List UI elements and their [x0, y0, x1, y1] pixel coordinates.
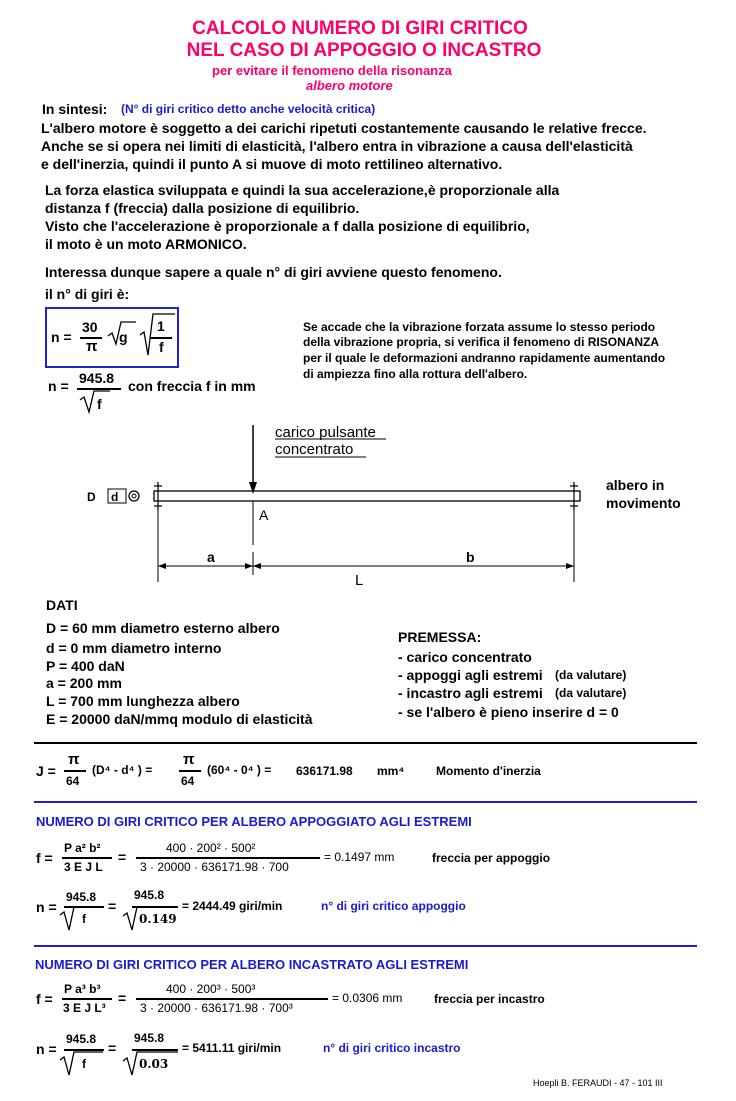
dim-L-label: L	[355, 572, 364, 589]
support-eq: =	[118, 849, 127, 865]
dim-a-label: a	[207, 549, 215, 565]
fixed-nnum2: 945.8	[134, 1031, 165, 1045]
support-num1: P a² b²	[64, 841, 101, 855]
fixed-nden2: 0.03	[139, 1057, 169, 1071]
formula1-den: π	[86, 338, 98, 355]
premessa-title: PREMESSA:	[398, 629, 482, 645]
support-neq: =	[108, 898, 117, 914]
support-bar2	[136, 857, 320, 859]
inertia-den-1: 64	[66, 774, 80, 788]
support-den2: 3 · 20000 · 636171.98 · 700	[140, 860, 289, 874]
premessa-l3: - incastro agli estremi	[398, 685, 543, 701]
premessa-l2-note: (da valutare)	[555, 668, 627, 682]
premessa-l2: - appoggi agli estremi	[398, 667, 543, 683]
support-n: n =	[36, 899, 57, 915]
fixed-eq: =	[118, 990, 127, 1006]
resonance-l3: per il quale le deformazioni andranno rapidamente aumentando	[303, 351, 666, 365]
formula2-n: n =	[48, 378, 69, 394]
load-label-2: concentrato	[275, 441, 354, 458]
footer: Hoepli B. FERAUDI - 47 - 101 III	[533, 1078, 663, 1088]
inertia-bar-2	[179, 770, 201, 772]
premessa-l1: - carico concentrato	[398, 649, 532, 665]
fixed-nbar2	[132, 1049, 178, 1051]
intro-p9: il n° di giri è:	[45, 286, 130, 302]
resonance-l1: Se accade che la vibrazione forzata assume lo stesso periodo	[303, 320, 656, 334]
fixed-label: freccia per incastro	[434, 992, 545, 1006]
divider-blue-2	[34, 945, 697, 947]
formula1-g: g	[119, 329, 128, 345]
formula1-n: n =	[51, 329, 72, 345]
support-label: freccia per appoggio	[432, 851, 551, 865]
formula1-one: 1	[157, 318, 165, 334]
inertia-unit: mm⁴	[377, 764, 405, 778]
intro-p6: Visto che l'accelerazione è proporzionale a f dalla posizione di equilibrio,	[45, 218, 530, 234]
support-f: f =	[36, 850, 53, 866]
dati-P: P = 400 daN	[46, 658, 125, 674]
fixed-den2: 3 · 20000 · 636171.98 · 700³	[140, 1001, 293, 1015]
formula2-den: f	[97, 396, 102, 412]
divider-black	[34, 742, 697, 744]
inertia-pi-2: π	[183, 751, 195, 768]
support-den1: 3 E J L	[64, 860, 103, 874]
fixed-result: = 0.0306 mm	[332, 991, 403, 1005]
inertia-value: 636171.98	[296, 764, 353, 778]
support-nnum2: 945.8	[134, 888, 165, 902]
formula2-num: 945.8	[79, 370, 115, 386]
divider-blue-1	[34, 801, 697, 803]
fixed-bar1	[62, 998, 112, 1000]
fixed-n: n =	[36, 1041, 57, 1057]
support-nbar	[64, 906, 104, 908]
fixed-den1: 3 E J L³	[63, 1001, 106, 1015]
intro-p1: L'albero motore è soggetto a dei carichi ripetuti costantemente causando le relative frecce.	[41, 120, 647, 136]
support-nden: f	[82, 912, 86, 926]
inertia-expr1: (D⁴ - d⁴ ) =	[92, 763, 153, 777]
inertia-den-2: 64	[181, 774, 195, 788]
diam-D-label: D	[87, 490, 96, 504]
intro-p5: distanza f (freccia) dalla posizione di equilibrio.	[45, 200, 360, 216]
dati-L: L = 700 mm lunghezza albero	[46, 693, 240, 709]
intro-p2: Anche se si opera nei limiti di elasticità, l'albero entra in vibrazione a causa dell'elasticità	[41, 138, 633, 154]
dati-d: d = 0 mm diametro interno	[46, 640, 222, 656]
fixed-bar2	[136, 998, 328, 1000]
fixed-nlabel: n° di giri critico incastro	[323, 1041, 461, 1055]
support-nlabel: n° di giri critico appoggio	[321, 899, 466, 913]
dati-a: a = 200 mm	[46, 675, 122, 691]
dim-b-label: b	[466, 549, 475, 565]
dati-E: E = 20000 daN/mmq modulo di elasticità	[46, 711, 313, 727]
support-num2: 400 · 200² · 500²	[166, 841, 256, 855]
resonance-l2: della vibrazione propria, si verifica il fenomeno di RISONANZA	[303, 335, 660, 349]
fixed-nbar	[64, 1049, 104, 1051]
support-bar1	[62, 857, 112, 859]
fixed-nresult: = 5411.11 giri/min	[182, 1041, 282, 1055]
fixed-num1: P a³ b³	[64, 982, 101, 996]
inertia-pi-1: π	[68, 751, 80, 768]
shaft-label-2: movimento	[606, 495, 681, 511]
intro-p4: La forza elastica sviluppata e quindi la sua accelerazione,è proporzionale alla	[45, 182, 560, 198]
point-A-label: A	[259, 507, 269, 523]
fixed-num2: 400 · 200³ · 500³	[166, 982, 256, 996]
support-heading: NUMERO DI GIRI CRITICO PER ALBERO APPOGGIATO AGLI ESTREMI	[36, 814, 472, 829]
premessa-l3-note: (da valutare)	[555, 686, 627, 700]
support-nnum: 945.8	[66, 890, 97, 904]
title-line4: albero motore	[306, 78, 393, 93]
premessa-l4: - se l'albero è pieno inserire d = 0	[398, 704, 619, 720]
intro-p3: e dell'inerzia, quindi il punto A si muove di moto rettilineo alternativo.	[41, 156, 503, 172]
inertia-expr2: (60⁴ - 0⁴ ) =	[207, 763, 272, 777]
inertia-bar-1	[64, 770, 86, 772]
title-line3: per evitare il fenomeno della risonanza	[212, 63, 452, 78]
intro-p7: il moto è un moto ARMONICO.	[45, 236, 247, 252]
support-nden2: 0.149	[139, 912, 177, 926]
fixed-neq: =	[108, 1040, 117, 1056]
fixed-nnum: 945.8	[66, 1032, 97, 1046]
formula1-f: f	[159, 339, 164, 355]
load-label-1: carico pulsante	[275, 424, 376, 441]
fixed-heading: NUMERO DI GIRI CRITICO PER ALBERO INCASTRATO AGLI ESTREMI	[35, 957, 469, 972]
dati-D: D = 60 mm diametro esterno albero	[46, 620, 280, 636]
support-nbar2	[132, 906, 178, 908]
intro-label: In sintesi:	[42, 101, 108, 117]
title-line2: NEL CASO DI APPOGGIO O INCASTRO	[186, 40, 542, 61]
fixed-f: f =	[36, 991, 53, 1007]
support-result: = 0.1497 mm	[324, 850, 395, 864]
title-line1: CALCOLO NUMERO DI GIRI CRITICO	[192, 18, 528, 39]
formula1-num: 30	[82, 319, 98, 335]
dati-title: DATI	[46, 597, 78, 613]
fixed-nden: f	[82, 1057, 86, 1071]
inertia-J: J =	[36, 763, 56, 779]
formula2-text: con freccia f in mm	[128, 378, 256, 394]
resonance-l4: di ampiezza fino alla rottura dell'albero.	[303, 367, 528, 381]
support-nresult: = 2444.49 giri/min	[182, 899, 283, 913]
inertia-label: Momento d'inerzia	[436, 764, 541, 778]
intro-note: (N° di giri critico detto anche velocità critica)	[121, 102, 376, 116]
shaft-label-1: albero in	[606, 477, 665, 493]
intro-p8: Interessa dunque sapere a quale n° di giri avviene questo fenomeno.	[45, 264, 502, 280]
diam-d-label: d	[111, 490, 119, 504]
